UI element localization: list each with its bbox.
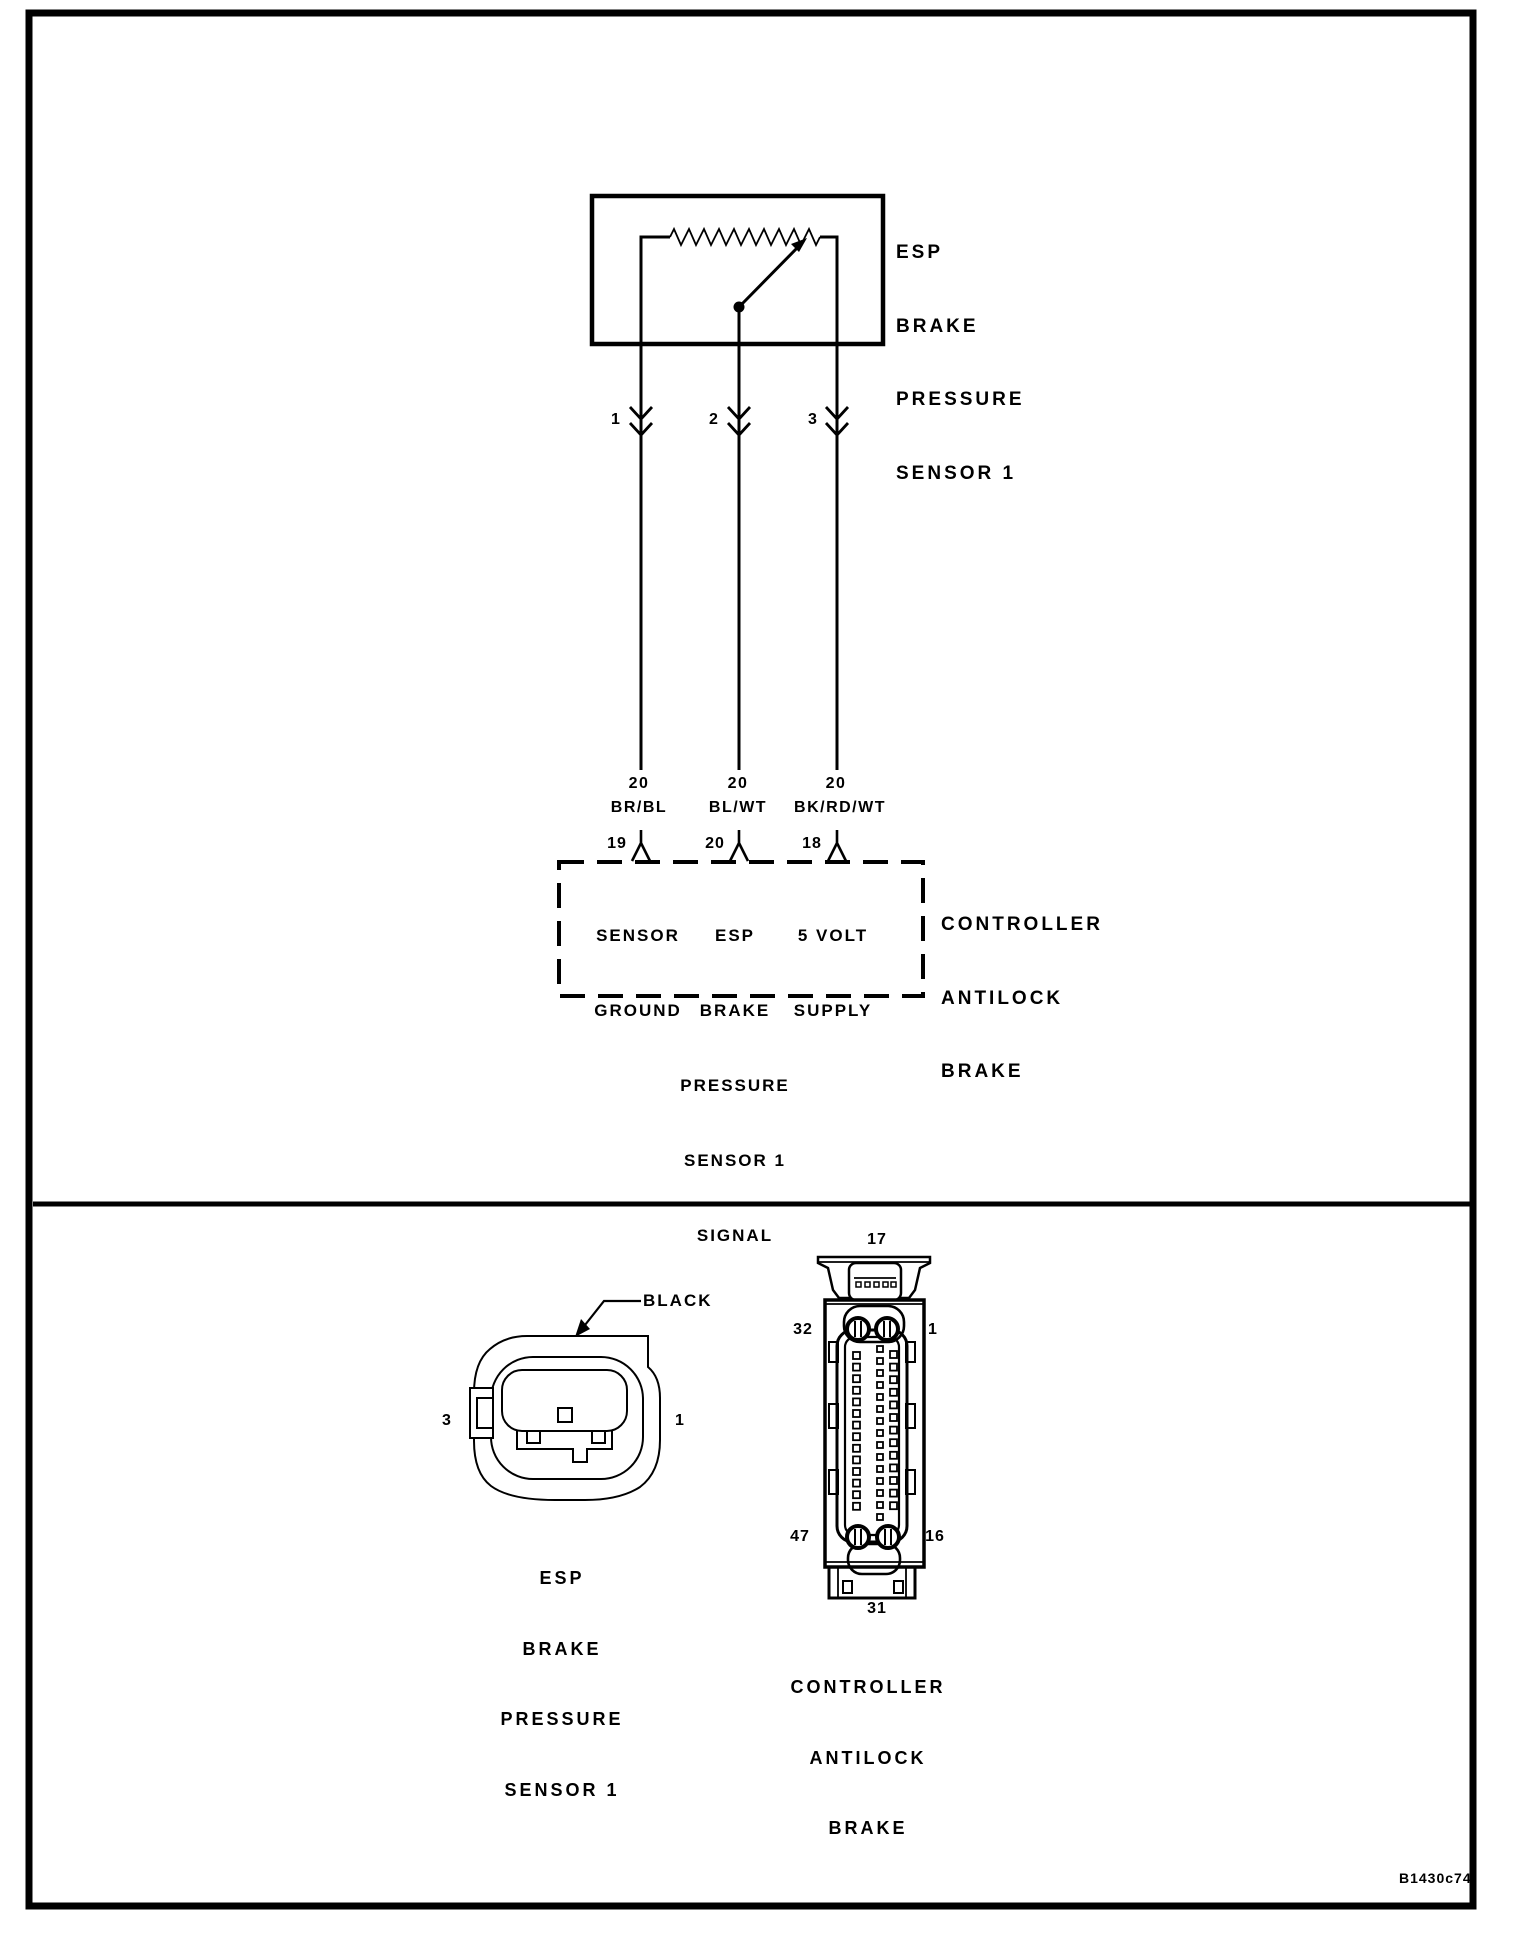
controller-box-label-line: BRAKE — [941, 1061, 1024, 1082]
pin-number-top-1: 1 — [611, 411, 621, 428]
controller-connector-pin-31: 31 — [867, 1600, 887, 1617]
caption-line: PRESSURE — [500, 1709, 624, 1729]
wire-gauge-1: 20 — [628, 775, 650, 792]
pin-number-bottom-20: 20 — [705, 835, 725, 852]
function-line: 5 VOLT — [797, 926, 869, 945]
caption-line: BRAKE — [522, 1638, 602, 1659]
pin-number-top-2: 2 — [709, 411, 719, 428]
pin-number-bottom-18: 18 — [802, 835, 822, 852]
function-line: SENSOR — [596, 926, 680, 945]
function-line: PRESSURE — [680, 1076, 790, 1095]
wire-gauge-3: 20 — [825, 775, 847, 792]
function-line: ESP — [714, 926, 756, 945]
sensor-box-label-line: ESP — [896, 242, 944, 263]
controller-box-label — [941, 864, 1103, 1134]
controller-box-label-line: CONTROLLER — [941, 914, 1103, 935]
function-line: SENSOR 1 — [684, 1151, 786, 1170]
sensor-box-label — [896, 192, 1025, 535]
controller-connector-drawing — [818, 1257, 930, 1598]
circuit-function-signal — [680, 873, 790, 1298]
controller-box-label-line: ANTILOCK — [941, 987, 1064, 1009]
sensor-box-label-line: SENSOR 1 — [896, 462, 1017, 484]
caption-line: ESP — [539, 1568, 585, 1588]
sensor-box-label-line: PRESSURE — [896, 389, 1025, 410]
wire-color-1: BR/BL — [610, 799, 668, 816]
caption-line: ANTILOCK — [809, 1747, 927, 1768]
black-leader-arrow — [575, 1301, 641, 1337]
circuit-function-5v-supply — [794, 873, 872, 1073]
potentiometer-symbol — [670, 229, 820, 313]
controller-connector-pin-1: 1 — [928, 1321, 938, 1338]
caption-line: BRAKE — [828, 1818, 908, 1838]
wire-gauge-2: 20 — [727, 775, 749, 792]
sensor-box-label-line: BRAKE — [896, 315, 979, 337]
wire-color-2: BL/WT — [708, 799, 768, 816]
pin-number-top-3: 3 — [808, 411, 818, 428]
sensor-connector-caption — [500, 1520, 623, 1849]
wire-1 — [630, 237, 670, 861]
circuit-function-sensor-ground — [594, 873, 682, 1073]
wire-3 — [820, 237, 848, 861]
sensor-connector-pin-1: 1 — [675, 1412, 685, 1429]
sensor-connector-drawing — [470, 1336, 660, 1500]
connector-color-label: BLACK — [643, 1291, 713, 1310]
figure-id: B1430c74 — [1399, 1870, 1472, 1886]
caption-line: SENSOR 1 — [504, 1779, 620, 1800]
controller-connector-pin-17: 17 — [867, 1231, 887, 1248]
controller-connector-pin-32: 32 — [793, 1321, 813, 1338]
function-line: SIGNAL — [696, 1226, 774, 1245]
function-line: GROUND — [594, 1001, 682, 1020]
caption-line: CONTROLLER — [790, 1677, 946, 1697]
controller-connector-pin-47: 47 — [790, 1528, 810, 1545]
wire-color-3: BK/RD/WT — [794, 799, 886, 816]
controller-connector-pin-16: 16 — [925, 1528, 945, 1545]
pin-grid — [853, 1346, 897, 1520]
function-line: BRAKE — [699, 1001, 771, 1020]
function-line: SUPPLY — [793, 1001, 873, 1020]
sensor-connector-pin-3: 3 — [442, 1412, 452, 1429]
controller-connector-caption — [791, 1629, 946, 1888]
pin-number-bottom-19: 19 — [607, 835, 627, 852]
